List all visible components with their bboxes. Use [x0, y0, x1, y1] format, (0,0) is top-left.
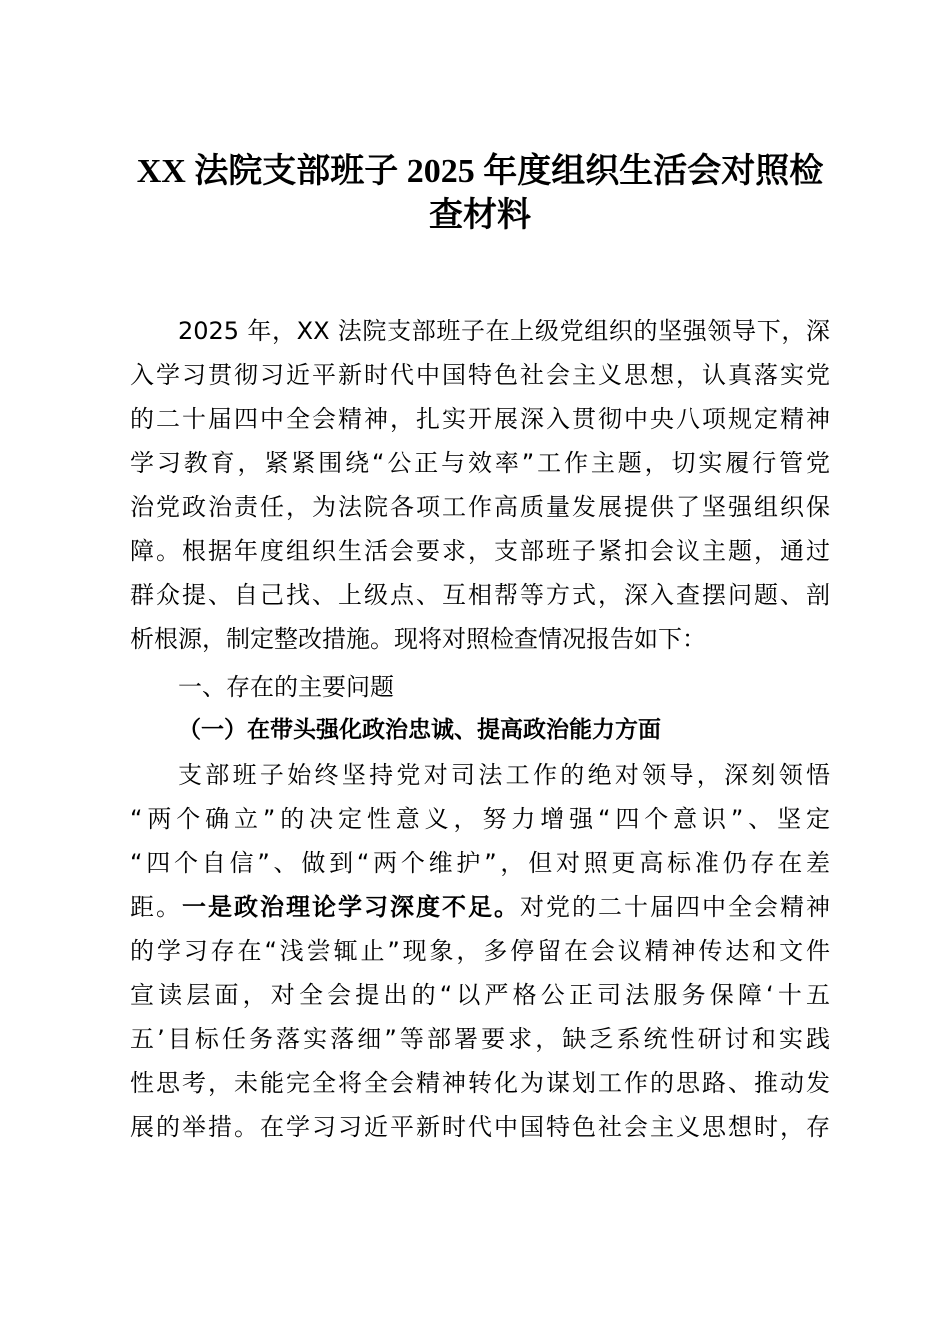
bold-point-heading: 一是政治理论学习深度不足。 [182, 893, 520, 921]
intro-paragraph-line: 群众提、自己找、上级点、互相帮等方式，深入查摆问题、剖 [130, 581, 830, 609]
line-suffix: 对党的二十届四中全会精神 [520, 893, 830, 921]
body-paragraph-line: “两个确立”的决定性意义，努力增强“四个意识”、坚定 [130, 805, 830, 833]
intro-paragraph-line: 析根源，制定整改措施。现将对照检查情况报告如下： [130, 625, 706, 653]
body-paragraph-line: 宣读层面，对全会提出的“以严格公正司法服务保障‘十五 [130, 981, 830, 1009]
intro-paragraph-line: 入学习贯彻习近平新时代中国特色社会主义思想，认真落实党 [130, 361, 830, 389]
intro-paragraph-line: 学习教育，紧紧围绕“公正与效率”工作主题，切实履行管党 [130, 449, 830, 477]
intro-paragraph-line: 的二十届四中全会精神，扎实开展深入贯彻中央八项规定精神 [130, 405, 830, 433]
document-title-line-1: XX 法院支部班子 2025 年度组织生活会对照检 [136, 153, 824, 190]
subsection-heading: （一）在带头强化政治忠诚、提高政治能力方面 [178, 717, 661, 743]
section-heading: 一、存在的主要问题 [178, 673, 394, 701]
body-paragraph-line: 支部班子始终坚持党对司法工作的绝对领导，深刻领悟 [178, 761, 830, 789]
intro-paragraph-line: 障。根据年度组织生活会要求，支部班子紧扣会议主题，通过 [130, 537, 830, 565]
intro-paragraph-line: 2025 年，XX 法院支部班子在上级党组织的坚强领导下，深 [178, 317, 830, 345]
body-paragraph-line: 展的举措。在学习习近平新时代中国特色社会主义思想时，存 [130, 1113, 830, 1141]
line-prefix: 距。 [130, 893, 182, 921]
body-paragraph-line: 的学习存在“浅尝辄止”现象，多停留在会议精神传达和文件 [130, 937, 830, 965]
body-paragraph-line: “四个自信”、做到“两个维护”，但对照更高标准仍存在差 [130, 849, 830, 877]
body-paragraph-line: 性思考，未能完全将全会精神转化为谋划工作的思路、推动发 [130, 1069, 830, 1097]
body-paragraph-line-with-bold [130, 885, 830, 929]
body-paragraph-line: 五’目标任务落实落细”等部署要求，缺乏系统性研讨和实践 [130, 1025, 830, 1053]
intro-paragraph-line: 治党政治责任，为法院各项工作高质量发展提供了坚强组织保 [130, 493, 830, 521]
document-title-line-2: 查材料 [429, 197, 531, 234]
